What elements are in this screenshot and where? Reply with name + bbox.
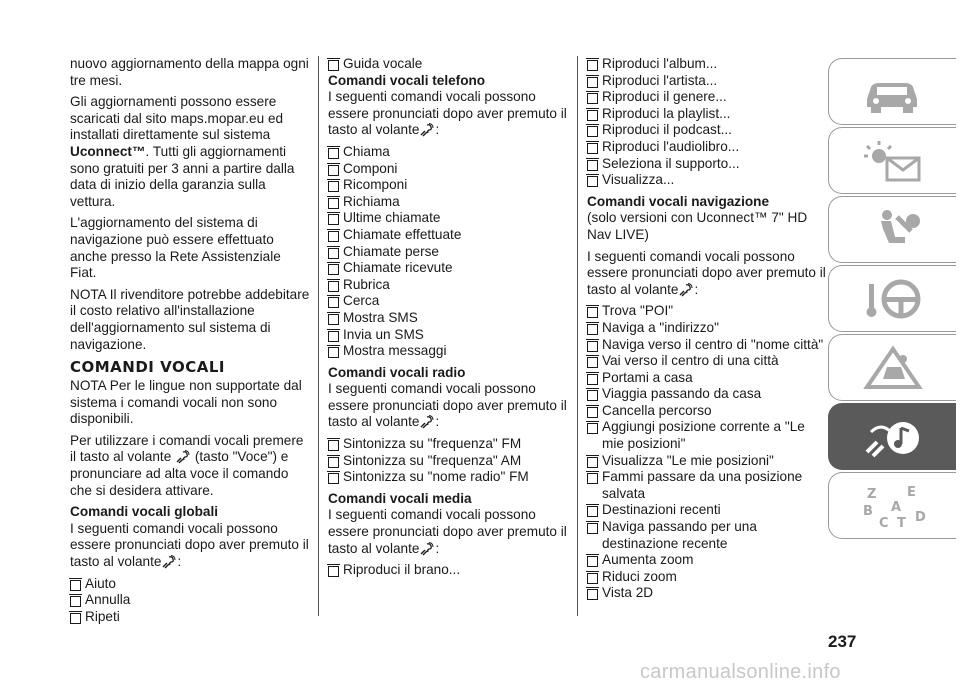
list-item (328, 161, 568, 178)
paragraph: (solo versioni con Uconnect™ 7" HD Nav LIVE) (587, 210, 808, 242)
command-list (587, 303, 827, 602)
tab-starting-driving[interactable] (828, 265, 956, 332)
list-item-label: Chiamate perse (343, 243, 439, 259)
list-item (587, 353, 827, 370)
command-list (70, 576, 310, 626)
bullet-icon (587, 60, 598, 71)
list-item-label: Fammi passare da una posizione salvata (602, 469, 803, 501)
list-item-label: Sintonizza su "frequenza" FM (343, 436, 522, 452)
bullet-icon (328, 60, 339, 71)
bullet-icon (587, 176, 598, 187)
multimedia-icon (857, 414, 929, 460)
list-item-label: Invia un SMS (343, 326, 424, 342)
svg-text:C: C (878, 515, 889, 529)
list-item-label: Vista 2D (602, 585, 654, 601)
seat-airbag-icon (857, 207, 929, 253)
list-item (587, 370, 827, 387)
alphabet-index-icon (857, 483, 929, 529)
text: I seguenti comandi vocali possono essere pronunciati dopo aver premuto il tasto al volante (328, 89, 567, 138)
list-item (587, 453, 827, 470)
list-item-label: Riproduci il genere... (602, 89, 727, 105)
column-divider (577, 56, 578, 616)
list-item-label: Vai verso il centro di una città (602, 353, 779, 369)
bullet-icon (328, 264, 339, 275)
command-list (328, 436, 568, 486)
subsection-title: Comandi vocali globali (70, 504, 219, 520)
paragraph: I seguenti comandi vocali possono essere pronunciati dopo aver premuto il tasto al volante : (328, 507, 567, 556)
paragraph (70, 94, 310, 210)
paragraph: NOTA Il rivenditore potrebbe addebitare il costo relativo all'installazione dell'aggiornamento sul sistema di navigazione. (70, 286, 310, 352)
bullet-icon (587, 77, 598, 88)
list-item (587, 139, 827, 156)
list-item-label: Viaggia passando da casa (602, 386, 762, 402)
voice-button-icon (176, 450, 190, 464)
list-item-label: Sintonizza su "nome radio" FM (343, 469, 529, 485)
bullet-icon (587, 341, 598, 352)
page-number: 237 (828, 632, 857, 651)
paragraph: nuovo aggiornamento della mappa ogni tre mesi. (70, 56, 309, 88)
bullet-icon (587, 307, 598, 318)
tab-warning-lights[interactable] (828, 127, 956, 194)
svg-text:Z: Z (866, 486, 876, 502)
column-divider (318, 56, 319, 616)
list-item (328, 310, 568, 327)
bullet-icon (587, 473, 598, 484)
subsection-title: Comandi vocali media (328, 490, 472, 506)
command-list (328, 56, 568, 73)
bullet-icon (587, 390, 598, 401)
list-item (328, 453, 568, 470)
warning-triangle-icon (857, 345, 929, 391)
paragraph: I seguenti comandi vocali possono essere pronunciati dopo aver premuto il tasto al volante : (587, 248, 826, 297)
tab-safety[interactable] (828, 196, 956, 263)
list-item-label: Chiamate effettuate (343, 226, 462, 242)
bullet-icon (328, 457, 339, 468)
list-item (328, 227, 568, 244)
list-item-label: Riproduci il podcast... (602, 122, 732, 138)
bullet-icon (70, 596, 81, 607)
tab-multimedia[interactable] (828, 403, 956, 470)
list-item (328, 293, 568, 310)
bullet-icon (70, 580, 81, 591)
bullet-icon (328, 148, 339, 159)
list-item (587, 386, 827, 403)
bullet-icon (587, 556, 598, 567)
tab-car[interactable] (828, 58, 956, 125)
list-item-label: Naviga passando per una destinazione recente (602, 519, 757, 551)
list-item-label: Ultime chiamate (343, 210, 441, 226)
tab-index[interactable] (828, 472, 956, 539)
list-item-label: Chiama (343, 143, 390, 159)
text: I seguenti comandi vocali possono essere pronunciati dopo aver premuto il tasto al volante (328, 507, 567, 556)
list-item-label: Aggiungi posizione corrente a "Le mie posizioni" (602, 419, 805, 452)
list-item (70, 592, 310, 609)
bullet-icon (587, 523, 598, 534)
section-title: COMANDI VOCALI (70, 358, 225, 377)
list-item (587, 403, 827, 420)
voice-button-icon (420, 542, 434, 556)
list-item-label: Guida vocale (343, 56, 423, 71)
list-item (70, 609, 310, 626)
column-3 (587, 56, 827, 602)
list-item-label: Riproduci l'artista... (602, 72, 718, 88)
list-item (328, 144, 568, 161)
svg-text:B: B (862, 503, 873, 519)
bullet-icon (587, 457, 598, 468)
list-item-label: Portami a casa (602, 369, 693, 385)
bullet-icon (587, 589, 598, 600)
list-item-label: Mostra SMS (343, 309, 418, 325)
bullet-icon (328, 347, 339, 358)
column-2 (328, 56, 568, 579)
bullet-icon (70, 613, 81, 624)
list-item-label: Naviga a "indirizzo" (602, 319, 719, 335)
voice-button-icon (679, 283, 693, 297)
list-item-label: Visualizza... (602, 172, 675, 188)
bullet-icon (328, 566, 339, 577)
voice-button-icon (420, 123, 434, 137)
list-item-label: Riproduci l'audiolibro... (602, 138, 740, 154)
bullet-icon (587, 357, 598, 368)
list-item (587, 502, 827, 519)
paragraph: I seguenti comandi vocali possono essere pronunciati dopo aver premuto il tasto al volante : (328, 381, 567, 430)
bullet-icon (587, 160, 598, 171)
list-item-label: Destinazioni recenti (602, 502, 721, 518)
text: . Tutti gli aggiornamenti sono gratuiti per 3 anni a partire dalla data di inizio della garanzia sulla vettura. (70, 143, 295, 209)
list-item-label: Richiama (343, 193, 400, 209)
text: I seguenti comandi vocali possono essere pronunciati dopo aver premuto il tasto al volante (328, 381, 567, 430)
svg-text:D: D (914, 509, 926, 525)
bullet-icon (328, 181, 339, 192)
bullet-icon (587, 374, 598, 385)
list-item (587, 337, 827, 354)
list-item-label: Chiamate ricevute (343, 260, 453, 276)
list-item (587, 172, 827, 189)
list-item-label: Sintonizza su "frequenza" AM (343, 452, 522, 468)
list-item (587, 89, 827, 106)
paragraph: I seguenti comandi vocali possono essere pronunciati dopo aver premuto il tasto al volante : (70, 520, 309, 570)
list-item (328, 210, 568, 227)
list-item (587, 106, 827, 123)
list-item-label: Cancella percorso (602, 402, 712, 418)
watermark: carmanualsonline.info (640, 661, 841, 683)
list-item-label: Visualizza "Le mie posizioni" (602, 452, 774, 468)
bullet-icon (328, 281, 339, 292)
bullet-icon (328, 440, 339, 451)
bullet-icon (328, 198, 339, 209)
bullet-icon (328, 231, 339, 242)
bullet-icon (328, 331, 339, 342)
voice-button-icon (420, 415, 434, 429)
list-item (587, 320, 827, 337)
brand-name: Uconnect™ (70, 143, 146, 159)
list-item (328, 343, 568, 360)
list-item-label: Ricomponi (343, 177, 408, 193)
list-item-label: Cerca (343, 293, 380, 309)
bullet-icon (328, 297, 339, 308)
list-item (587, 156, 827, 173)
list-item-label: Riduci zoom (602, 568, 677, 584)
subsection-title: Comandi vocali telefono (328, 72, 486, 88)
list-item (328, 56, 568, 73)
list-item (328, 177, 568, 194)
svg-text:E: E (906, 484, 916, 500)
list-item (328, 260, 568, 277)
list-item (328, 562, 568, 579)
text: Gli aggiornamenti possono essere scaricati dal sito maps.mopar.eu ed installati direttamente sul sistema (70, 94, 284, 143)
list-item (587, 303, 827, 320)
list-item-label: Riproduci la playlist... (602, 105, 731, 121)
car-icon (857, 69, 929, 115)
list-item (587, 56, 827, 73)
list-item-label: Riproduci l'album... (602, 56, 718, 71)
bullet-icon (328, 165, 339, 176)
bullet-icon (587, 506, 598, 517)
svg-text:A: A (890, 499, 901, 515)
text: I seguenti comandi vocali possono essere pronunciati dopo aver premuto il tasto al volante (70, 520, 309, 570)
bullet-icon (587, 93, 598, 104)
command-list (328, 144, 568, 360)
list-item (587, 585, 827, 602)
bullet-icon (587, 573, 598, 584)
text: (tasto "Voce") e pronunciare ad alta voce il comando che si desidera attivare. (70, 449, 289, 498)
list-item (328, 436, 568, 453)
list-item-label: Naviga verso il centro di "nome città" (602, 336, 824, 352)
list-item (587, 419, 827, 452)
bullet-icon (587, 126, 598, 137)
list-item-label: Componi (343, 160, 398, 176)
list-item (587, 73, 827, 90)
column-1 (70, 56, 310, 625)
list-item-label: Riproduci il brano... (343, 562, 461, 578)
bullet-icon (328, 214, 339, 225)
list-item-label: Seleziona il supporto... (602, 155, 740, 171)
paragraph: L'aggiornamento del sistema di navigazione può essere effettuato anche presso la Rete Assistenziale Fiat. (70, 215, 281, 281)
warning-light-envelope-icon (857, 138, 929, 184)
bullet-icon (587, 407, 598, 418)
tab-emergency[interactable] (828, 334, 956, 401)
list-item (587, 469, 827, 502)
list-item (587, 122, 827, 139)
bullet-icon (587, 324, 598, 335)
paragraph: NOTA Per le lingue non supportate dal sistema i comandi vocali non sono disponibili. (70, 378, 302, 427)
list-item (328, 277, 568, 294)
list-item (70, 576, 310, 593)
bullet-icon (328, 248, 339, 259)
text: Per utilizzare i comandi vocali premere il tasto al volante (70, 432, 304, 465)
text: I seguenti comandi vocali possono essere pronunciati dopo aver premuto il tasto al volante (587, 248, 826, 297)
bullet-icon (587, 423, 598, 434)
list-item-label: Mostra messaggi (343, 343, 447, 359)
command-list (328, 562, 568, 579)
list-item-label: Rubrica (343, 276, 390, 292)
svg-text:T: T (896, 515, 906, 529)
list-item (328, 469, 568, 486)
list-item (587, 569, 827, 586)
subsection-title: Comandi vocali radio (328, 364, 466, 380)
paragraph: I seguenti comandi vocali possono essere pronunciati dopo aver premuto il tasto al volante : (328, 89, 567, 138)
list-item-label: Trova "POI" (602, 303, 674, 319)
list-item (328, 244, 568, 261)
bullet-icon (328, 314, 339, 325)
chapter-tabs (828, 58, 956, 541)
subsection-title: Comandi vocali navigazione (587, 193, 770, 209)
paragraph (70, 433, 310, 499)
list-item-label: Ripeti (85, 608, 120, 624)
bullet-icon (587, 143, 598, 154)
list-item (587, 519, 827, 552)
bullet-icon (328, 473, 339, 484)
bullet-icon (587, 110, 598, 121)
list-item-label: Annulla (85, 592, 131, 608)
steering-wheel-icon (857, 276, 929, 322)
list-item (587, 552, 827, 569)
list-item-label: Aumenta zoom (602, 552, 694, 568)
command-list (587, 56, 827, 189)
list-item (328, 327, 568, 344)
list-item (328, 194, 568, 211)
list-item-label: Aiuto (85, 575, 116, 591)
voice-button-icon (162, 555, 176, 569)
